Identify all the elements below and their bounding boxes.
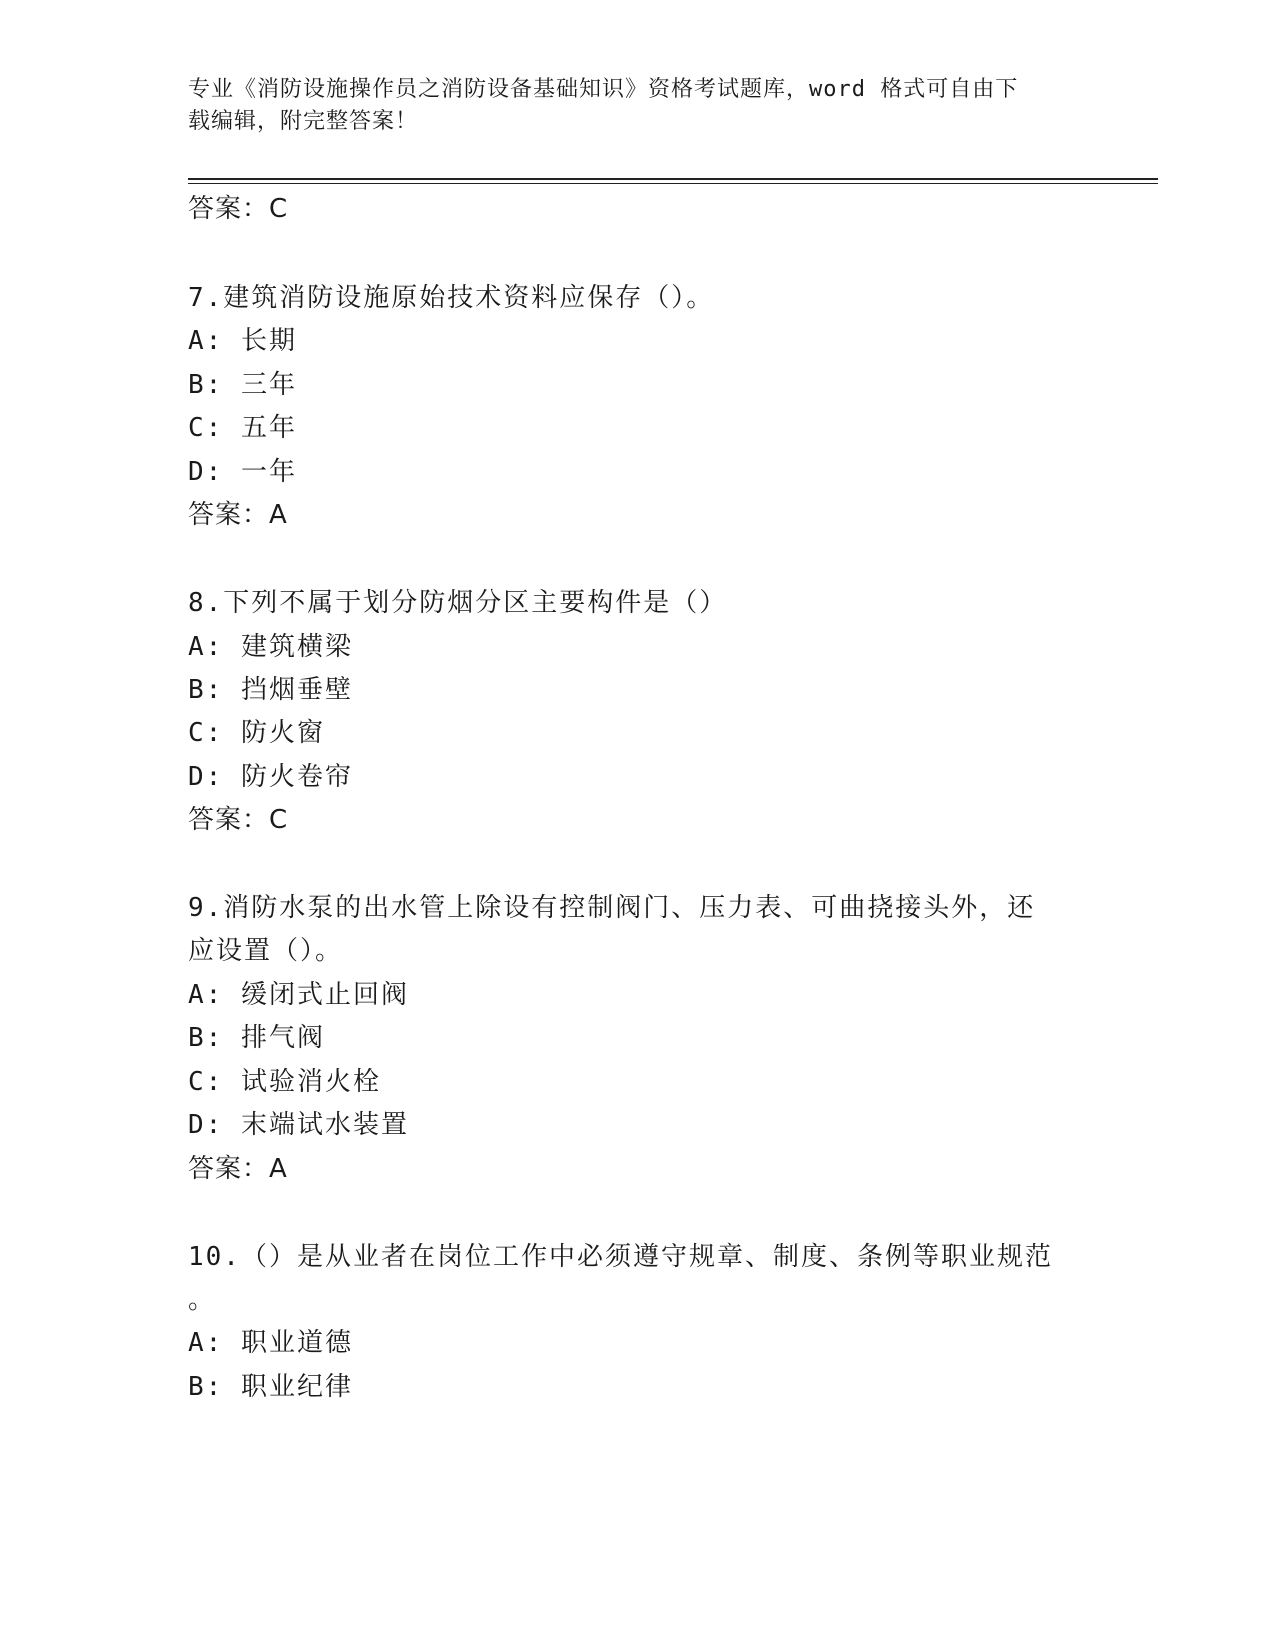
question-10-text-line-2: 。 [188, 1285, 217, 1315]
question-9-answer: 答案：A [188, 1154, 288, 1184]
question-8-option-b: B: 挡烟垂壁 [188, 675, 353, 705]
question-7-text: 7.建筑消防设施原始技术资料应保存（）。 [188, 283, 715, 313]
question-9-option-a: A: 缓闭式止回阀 [188, 980, 409, 1010]
question-8-text: 8.下列不属于划分防烟分区主要构件是（） [188, 588, 728, 618]
header-divider-thick [188, 178, 1158, 180]
question-9-option-c: C: 试验消火栓 [188, 1067, 381, 1097]
question-8-answer: 答案：C [188, 805, 289, 835]
question-8-option-d: D: 防火卷帘 [188, 762, 353, 792]
question-9-option-b: B: 排气阀 [188, 1023, 325, 1053]
question-8-option-c: C: 防火窗 [188, 718, 325, 748]
question-9-option-d: D: 末端试水装置 [188, 1110, 409, 1140]
answer-prev: 答案：C [188, 194, 289, 224]
question-10-option-b: B: 职业纪律 [188, 1372, 353, 1402]
header-line-1: 专业《消防设施操作员之消防设备基础知识》资格考试题库，word 格式可自由下 [188, 77, 1019, 102]
question-8-option-a: A: 建筑横梁 [188, 632, 353, 662]
question-7-option-d: D: 一年 [188, 457, 297, 487]
question-7-option-b: B: 三年 [188, 370, 297, 400]
question-7-option-a: A: 长期 [188, 326, 297, 356]
question-9-text-line-2: 应设置（）。 [188, 936, 344, 966]
header-line-2: 载编辑，附完整答案！ [188, 109, 419, 134]
question-7-answer: 答案：A [188, 500, 288, 530]
document-header [188, 74, 1088, 138]
question-9-text-line-1: 9.消防水泵的出水管上除设有控制阀门、压力表、可曲挠接头外，还 [188, 893, 1036, 923]
question-10-option-a: A: 职业道德 [188, 1328, 353, 1358]
header-divider-thin [188, 183, 1158, 184]
question-10-text-line-1: 10.（）是从业者在岗位工作中必须遵守规章、制度、条例等职业规范 [188, 1242, 1053, 1272]
question-7-option-c: C: 五年 [188, 413, 297, 443]
